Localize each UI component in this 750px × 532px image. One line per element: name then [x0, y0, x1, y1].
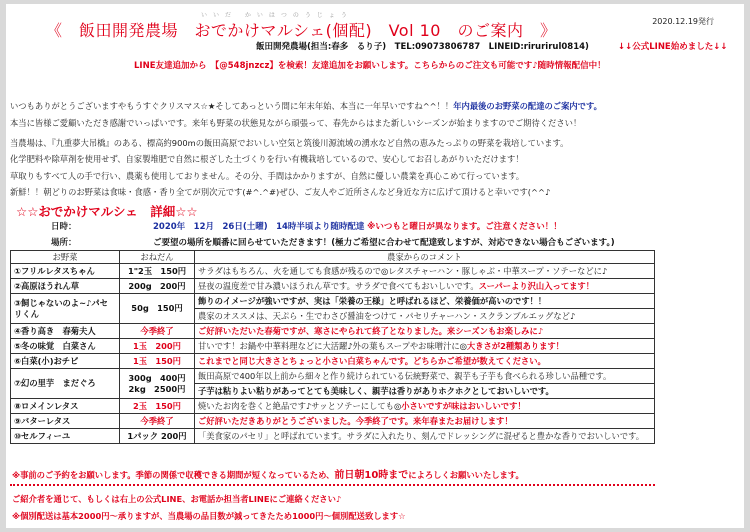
- intro-line-5: 草取りもすべて人の手で行い、農薬も使用しておりません。その分、手間はかかりますが、自然に優しい農業を真心こめて行っています。: [10, 171, 525, 181]
- col-message: 農家からのコメント: [195, 251, 655, 264]
- line-notice: ↓↓公式LINE始めました↓↓: [618, 42, 728, 52]
- section-title: ☆☆おでかけマルシェ 詳細☆☆: [16, 204, 198, 219]
- item-name: ④香り高き 春菊夫人: [11, 324, 120, 339]
- item-name: ⑩セルフィーユ: [11, 429, 120, 444]
- item-message: 飯田高原で400年以上前から細々と作り続けられている伝統野菜で、親芋も子芋も食べられる珍しい品種です。: [195, 369, 655, 384]
- note-3: ※個別配送は基本2000円～承りますが、当農場の品目数が減ってきたため1000円～個別配送致します☆: [12, 511, 406, 521]
- note-1: ※事前のご予約をお願いします。季節の関係で収穫できる期間が短くなっているため、前日朝10時までによろしくお願いいたします。: [12, 470, 524, 481]
- item-name: ③飼じゃないのよ~♪パセリくん: [11, 294, 120, 324]
- item-name: ①フリルレタスちゃん: [11, 264, 120, 279]
- intro-line-2: 本当に皆様ご愛顧いただき感謝でいっぱいです。来年も野菜の状態見ながら頑張って、春先からはまた新しいシーズンが始まりますのでご期待ください！: [10, 118, 582, 128]
- table-row: [11, 429, 655, 444]
- item-message: 甘いです！お鍋や中華料理などに大活躍♪外の葉もスープやお味噌汁に◎大きさが2種類あります！: [195, 339, 655, 354]
- item-name: ⑥白菜(小)おチビ: [11, 354, 120, 369]
- item-name: ⑧ロメインレタス: [11, 399, 120, 414]
- item-message-2: 農家のオススメは、天ぷら・生でわさび醤油をつけて・パセリチャーハン・スクランブルエッグなど♪: [195, 309, 655, 324]
- item-name: ⑨バターレタス: [11, 414, 120, 429]
- title-ruby: いいだ かいはつのうじょう: [201, 12, 353, 19]
- line-add-notice: LINE友達追加から 【@548jnzcz】を検索！友達追加をお願いします。こちらからのご注文も可能です♪随時情報配信中！: [134, 61, 606, 71]
- item-name: ②高原ほうれん草: [11, 279, 120, 294]
- divider: [10, 484, 655, 486]
- intro-line-4: 化学肥料や除草剤を使用せず、自家製堆肥で自然に根ざした土づくりを行い有機栽培しているので、安心してお召しあがりいただけます！: [10, 154, 524, 164]
- item-price: 300g 400円 2kg 2500円: [120, 369, 195, 399]
- page-title: 《 飯田開発農場 おでかけマルシェ(個配) Vol 10 のご案内 》: [46, 21, 557, 40]
- farm-contact: 飯田開発農場(担当:春多 るり子) TEL:09073806787 LINEID:rirurirul0814): [256, 42, 589, 52]
- item-price: 2玉 150円: [120, 399, 195, 414]
- table-row: [11, 294, 655, 309]
- table-row: [11, 414, 655, 429]
- table-row: [11, 324, 655, 339]
- table-row: [11, 339, 655, 354]
- item-message-2: 子芋は粘りよい粘りがあってとても美味しく、親芋は香りがありホクホクとしておいしいです。: [195, 384, 655, 399]
- issue-date: 2020.12.19発行: [652, 17, 714, 26]
- item-price: 1玉 150円: [120, 354, 195, 369]
- event-date: 2020年 12月 26日(土曜) 14時半頃より随時配達 ※いつもと曜日が異なります。ご注意ください！！: [153, 222, 562, 232]
- place-label: 場所：: [51, 238, 77, 248]
- place-text: ご要望の場所を順番に回らせていただきます！(極力ご希望に合わせて配達致しますが、対応できない場合もございます。): [153, 238, 615, 248]
- item-message: これまでと同じ大きさとちょっと小さい白菜ちゃんです。どちらかご希望が数えてください。: [195, 354, 655, 369]
- item-price: 50g 150円: [120, 294, 195, 324]
- table-row: [11, 354, 655, 369]
- intro-line-1: いつもありがとうございますやもうすぐクリスマス☆★そしてあっという間に年末年始、本当に一年早いですね^^！！年内最後のお野菜の配達のご案内です。: [10, 101, 602, 111]
- item-message: ご好評いただきありがとうございました。今季終了です。来年春またお届けします！: [195, 414, 655, 429]
- item-price: 今季終了: [120, 324, 195, 339]
- item-price: 1"2玉 150円: [120, 264, 195, 279]
- item-price: 200g 200円: [120, 279, 195, 294]
- item-price: 今季終了: [120, 414, 195, 429]
- item-message: 昼夜の温度差で甘み濃いほうれん草です。サラダで食べてもおいしいです。スーパーより沢山入ってます！: [195, 279, 655, 294]
- flyer-page: [6, 4, 744, 528]
- item-name: ⑦幻の里芋 まだぐろ: [11, 369, 120, 399]
- table-row: [11, 399, 655, 414]
- item-message: 「美食家のパセリ」と呼ばれています。サラダに入れたり、刻んでドレッシングに混ぜると豊かな香りでおいしいです。: [195, 429, 655, 444]
- table-row: [11, 264, 655, 279]
- table-row: [11, 279, 655, 294]
- item-message: 飾りのイメージが強いですが、実は「栄養の王様」と呼ばれるほど、栄養価が高いのです！！: [195, 294, 655, 309]
- item-message: サラダはもちろん、火を通しても食感が残るので◎レタスチャーハン・豚しゃぶ・中華スープ・ソテーなどに♪: [195, 264, 655, 279]
- item-name: ⑤冬の味覚 白菜さん: [11, 339, 120, 354]
- table-row: [11, 369, 655, 384]
- note-2: ご紹介者を通じて、もしくは右上の公式LINE、お電話か担当者LINEにご連絡ください♪: [12, 494, 342, 504]
- intro-line-6: 新鮮！！朝どりのお野菜は食味・食感・香り全てが別次元です(#^.^#)ぜひ、ご友人やご近所さんなど身近な方に広げて頂けると幸いです(^^♪: [10, 187, 551, 197]
- item-message: ご好評いただいた春菊ですが、寒さにやられて終了となりました。来シーズンもお楽しみに♪: [195, 324, 655, 339]
- product-table: [10, 250, 655, 444]
- col-price: おねだん: [120, 251, 195, 264]
- item-price: 1玉 200円: [120, 339, 195, 354]
- item-price: 1パック 200円: [120, 429, 195, 444]
- intro-line-3: 当農場は、『九重夢大吊橋』のある、標高約900mの飯田高原でおいしい空気と筑後川源流域の湧水など自然の恵みたっぷりの野菜を栽培しています。: [10, 138, 569, 148]
- item-message: 焼いたお肉を巻くと絶品です♪サッとソテーにしても◎小さいですが味はおいしいです！: [195, 399, 655, 414]
- date-label: 日時：: [51, 222, 77, 232]
- col-vegetable: お野菜: [11, 251, 120, 264]
